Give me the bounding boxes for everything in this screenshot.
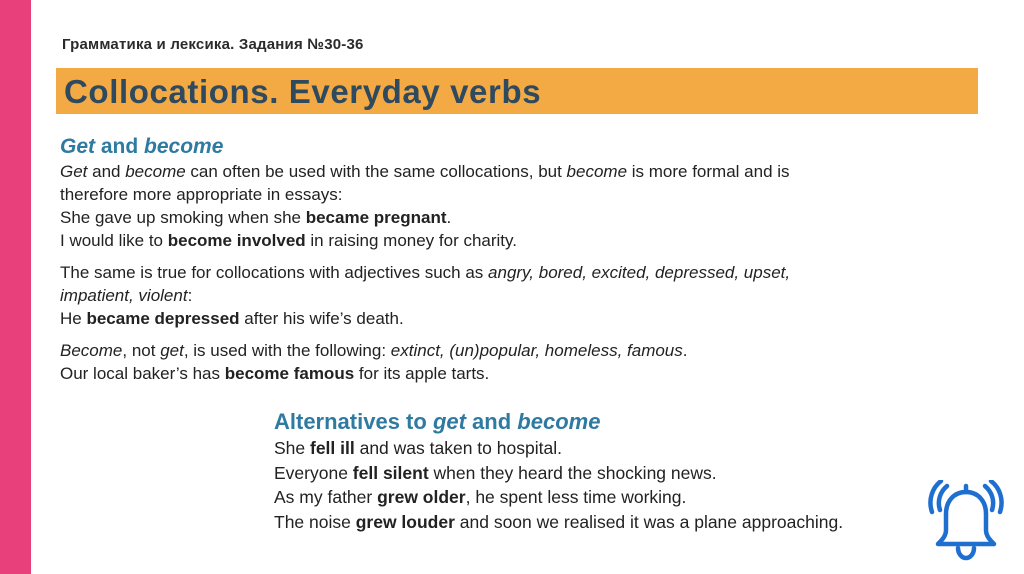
slide-title: Collocations. Everyday verbs bbox=[64, 73, 542, 110]
get-become-section bbox=[60, 134, 920, 385]
example-depressed: He became depressed after his wife’s death. bbox=[60, 309, 404, 328]
adjectives-line-2: impatient, violent: bbox=[60, 286, 193, 305]
alt-example-fell-silent: Everyone fell silent when they heard the shocking news. bbox=[274, 462, 717, 483]
alt-example-fell-ill: She fell ill and was taken to hospital. bbox=[274, 438, 562, 458]
intro-line-2: therefore more appropriate in essays: bbox=[60, 185, 343, 204]
example-pregnant: She gave up smoking when she became pregnant. bbox=[60, 208, 452, 227]
alt-example-grew-louder: The noise grew louder and soon we realised it was a plane approaching. bbox=[274, 511, 844, 532]
alt-example-grew-older: As my father grew older, he spent less time working. bbox=[274, 487, 687, 507]
title-band bbox=[56, 68, 978, 114]
intro-line-1: Get and become can often be used with the same collocations, but become is more formal and is bbox=[60, 162, 790, 181]
become-only-line: Become, not get, is used with the following: extinct, (un)popular, homeless, famous. bbox=[60, 341, 688, 360]
alternatives-section bbox=[274, 408, 914, 534]
left-accent-bar bbox=[0, 0, 31, 574]
bell-alarm-icon[interactable] bbox=[924, 480, 1008, 564]
example-involved: I would like to become involved in raising money for charity. bbox=[60, 231, 517, 250]
slide-subtitle: Грамматика и лексика. Задания №30-36 bbox=[62, 36, 364, 53]
section-heading-alternatives: Alternatives to get and become bbox=[274, 409, 601, 434]
adjectives-line-1: The same is true for collocations with adjectives such as angry, bored, excited, depressed, upset, bbox=[60, 263, 791, 282]
example-famous: Our local baker’s has become famous for its apple tarts. bbox=[60, 364, 490, 383]
section-heading-get-become: Get and become bbox=[60, 135, 224, 158]
